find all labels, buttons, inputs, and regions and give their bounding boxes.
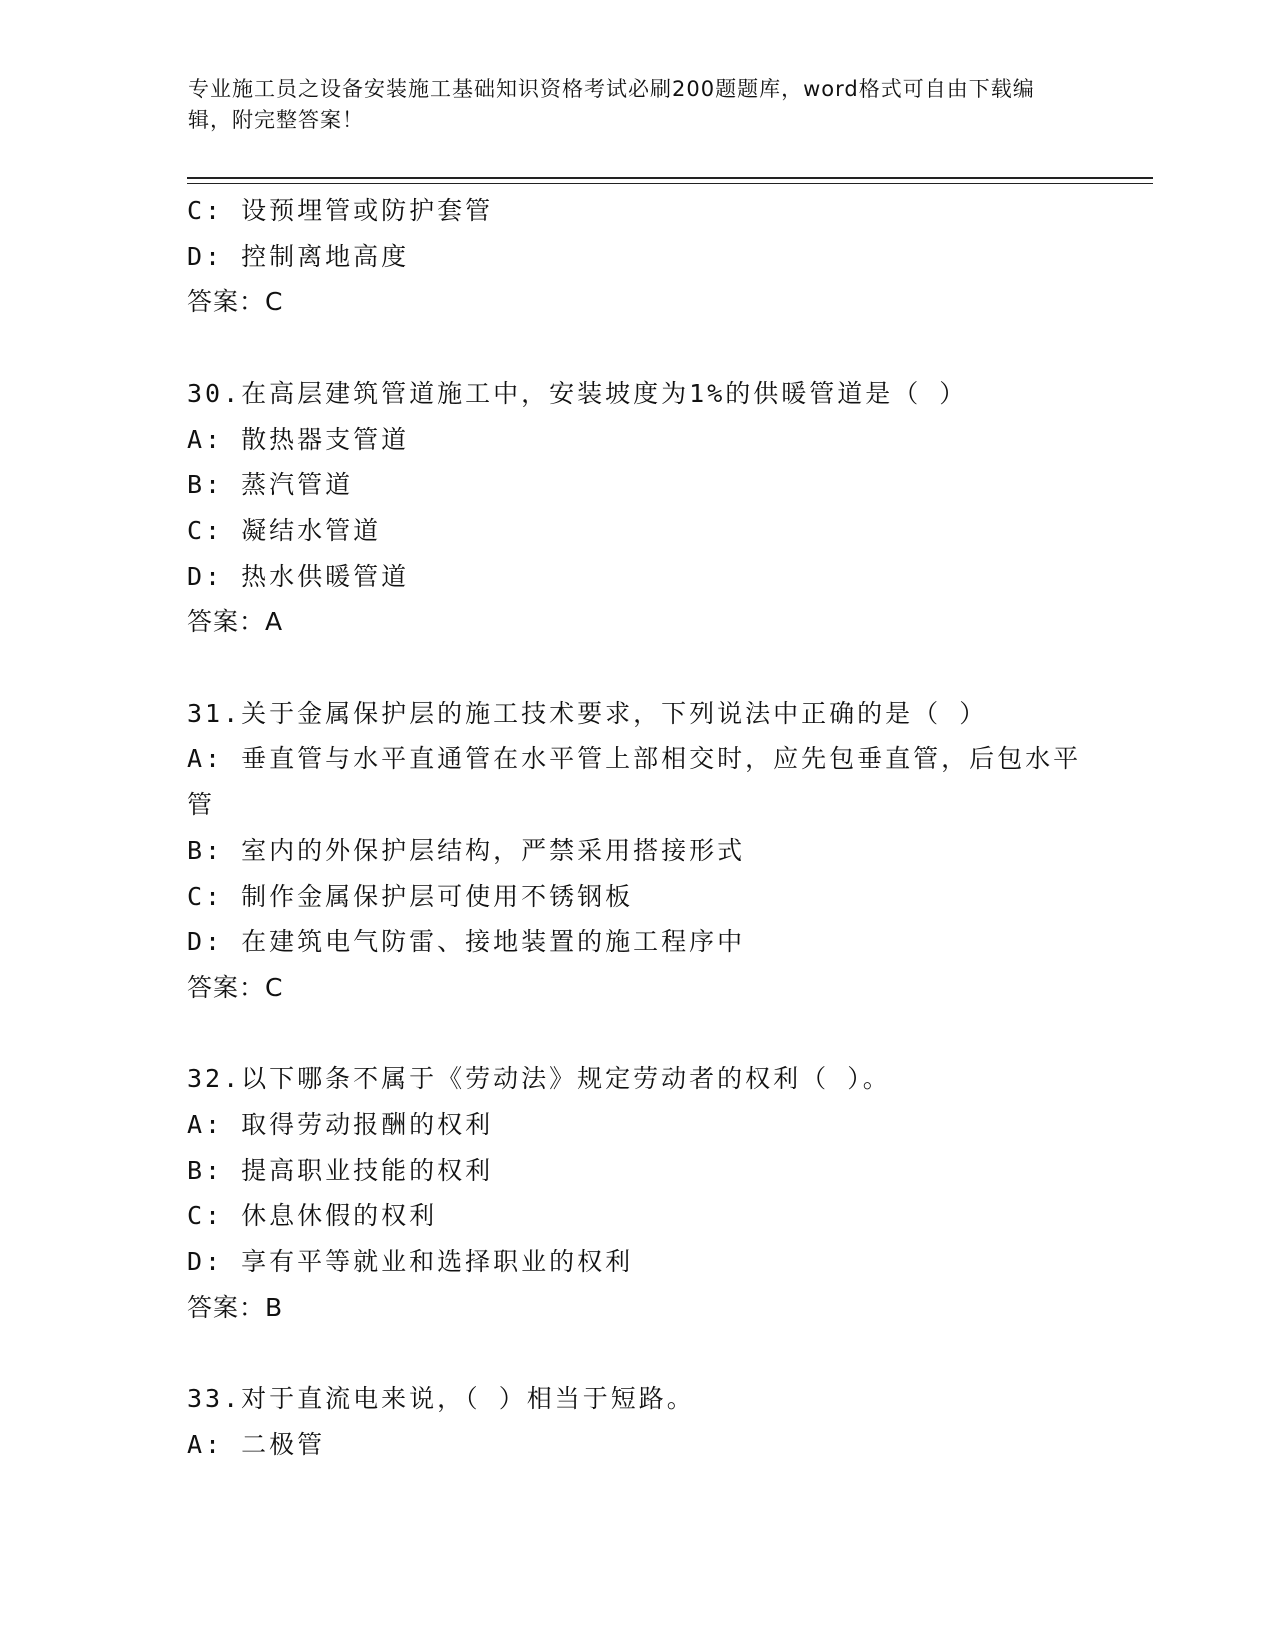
answer-line: 答案：C xyxy=(187,972,284,1002)
answer-line: 答案：B xyxy=(187,1292,284,1322)
spacer xyxy=(187,1331,1087,1377)
header-divider-thin xyxy=(187,183,1153,184)
spacer xyxy=(187,645,1087,691)
document-header xyxy=(188,74,1068,136)
option-c: C: 制作金属保护层可使用不锈钢板 xyxy=(187,881,634,911)
option-a: A: 散热器支管道 xyxy=(187,424,410,454)
question-33 xyxy=(187,1376,1087,1467)
answer-line: 答案：C xyxy=(187,287,284,317)
question-stem: 33.对于直流电来说，（ ）相当于短路。 xyxy=(187,1384,695,1414)
answer-line: 答案：A xyxy=(187,607,284,637)
option-b: B: 蒸汽管道 xyxy=(187,470,354,500)
question-stem: 32.以下哪条不属于《劳动法》规定劳动者的权利（ ）。 xyxy=(187,1064,891,1094)
question-list xyxy=(187,188,1087,1468)
option-a: A: 二极管 xyxy=(187,1429,326,1459)
question-32 xyxy=(187,1056,1087,1330)
option-d: D: 热水供暖管道 xyxy=(187,561,410,591)
header-divider-thick xyxy=(187,177,1153,179)
option-d: D: 享有平等就业和选择职业的权利 xyxy=(187,1247,634,1277)
spacer xyxy=(187,1011,1087,1057)
option-a: A: 垂直管与水平直通管在水平管上部相交时，应先包垂直管，后包水平管 xyxy=(187,744,1082,820)
option-b: B: 室内的外保护层结构，严禁采用搭接形式 xyxy=(187,835,746,865)
option-b: B: 提高职业技能的权利 xyxy=(187,1155,494,1185)
previous-question xyxy=(187,188,1087,325)
spacer xyxy=(187,325,1087,371)
question-stem: 30.在高层建筑管道施工中，安装坡度为1%的供暖管道是（ ） xyxy=(187,378,968,408)
option-c: C: 休息休假的权利 xyxy=(187,1201,438,1231)
option-d: D: 在建筑电气防雷、接地装置的施工程序中 xyxy=(187,927,746,957)
question-31 xyxy=(187,691,1087,1011)
option-d: D: 控制离地高度 xyxy=(187,241,410,271)
question-30 xyxy=(187,371,1087,645)
option-c: C: 设预埋管或防护套管 xyxy=(187,196,494,225)
option-c: C: 凝结水管道 xyxy=(187,515,382,545)
header-text: 专业施工员之设备安装施工基础知识资格考试必刷200题题库，word格式可自由下载编辑，附完整答案！ xyxy=(188,77,1035,132)
option-a: A: 取得劳动报酬的权利 xyxy=(187,1110,494,1140)
question-stem: 31.关于金属保护层的施工技术要求，下列说法中正确的是（ ） xyxy=(187,698,988,728)
